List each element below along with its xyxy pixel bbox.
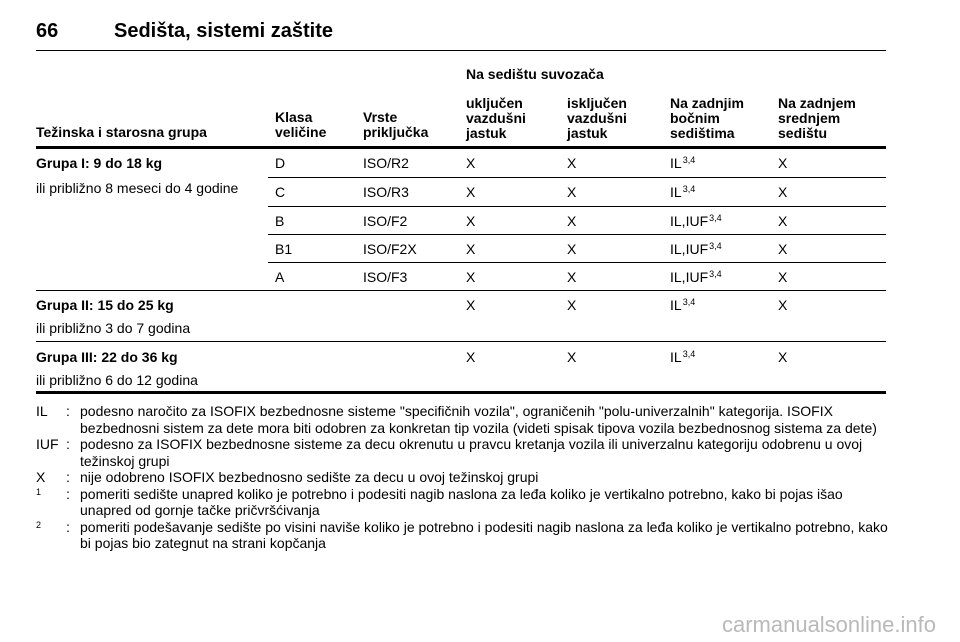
row-rule bbox=[268, 234, 886, 235]
col-airbag-off-line: isključen bbox=[567, 95, 627, 111]
cell-size-class: B bbox=[275, 213, 285, 229]
cell-size-class: A bbox=[275, 269, 285, 285]
cell-rear-center: X bbox=[778, 269, 788, 285]
legend-sep: : bbox=[66, 518, 70, 535]
col-fixture-type-line: priključka bbox=[363, 124, 429, 140]
col-airbag-on-line: jastuk bbox=[466, 125, 507, 141]
watermark: carmanualsonline.info bbox=[721, 612, 936, 637]
cell-size-class: D bbox=[275, 155, 286, 171]
cell-rear-outboard-value: IL bbox=[670, 155, 682, 171]
cell-fixture-type: ISO/R2 bbox=[363, 155, 409, 171]
col-rear-center-line: sedištu bbox=[778, 125, 828, 141]
col-airbag-on bbox=[466, 96, 526, 141]
page-header bbox=[36, 20, 886, 43]
cell-airbag-off: X bbox=[567, 297, 577, 313]
footnote-ref: 3,4 bbox=[682, 297, 696, 307]
footnote-ref: 3,4 bbox=[682, 349, 696, 359]
cell-fixture-type: ISO/F2X bbox=[363, 241, 417, 257]
legend-item bbox=[36, 436, 896, 469]
legend bbox=[36, 403, 896, 552]
legend-text: pomeriti sedište unapred koliko je potrebno i podesiti nagib naslona za leđa koliko je vertikalno potrebno, kako bi pojas išao unapred od gornje tačke pričvršćivanja bbox=[80, 485, 843, 518]
group-rule bbox=[36, 341, 886, 342]
col-airbag-on-line: uključen bbox=[466, 95, 523, 111]
cell-airbag-off: X bbox=[567, 184, 577, 200]
footnote-ref: 3,4 bbox=[682, 184, 696, 194]
cell-rear-outboard-value: IL bbox=[670, 349, 682, 365]
table-header-rule bbox=[36, 146, 886, 149]
cell-airbag-off: X bbox=[567, 213, 577, 229]
cell-rear-center: X bbox=[778, 184, 788, 200]
cell-rear-outboard bbox=[670, 269, 722, 285]
cell-airbag-on: X bbox=[466, 155, 476, 171]
cell-rear-center: X bbox=[778, 155, 788, 171]
cell-airbag-on: X bbox=[466, 241, 476, 257]
legend-item bbox=[36, 403, 896, 436]
legend-text: podesno za ISOFIX bezbednosne sisteme za decu okrenutu u pravcu kretanja vozila ili univerzalnu kategoriju odobrenu u ovoj težinskoj grupi bbox=[80, 436, 863, 469]
cell-rear-outboard-value: IL bbox=[670, 184, 682, 200]
group-rule bbox=[36, 290, 886, 291]
cell-rear-outboard-value: IL,IUF bbox=[670, 269, 709, 285]
col-airbag-on-line: vazdušni bbox=[466, 110, 526, 126]
col-fixture-type bbox=[363, 110, 428, 140]
col-airbag-off-line: jastuk bbox=[567, 125, 608, 141]
legend-item bbox=[36, 469, 896, 486]
cell-rear-outboard bbox=[670, 241, 722, 257]
legend-key: 1 bbox=[36, 486, 42, 497]
cell-airbag-on: X bbox=[466, 269, 476, 285]
cell-airbag-off: X bbox=[567, 155, 577, 171]
legend-sep: : bbox=[66, 436, 70, 452]
col-airbag-off-line: vazdušni bbox=[567, 110, 627, 126]
col-rear-center bbox=[778, 96, 856, 141]
legend-sep: : bbox=[66, 485, 70, 502]
cell-size-class: B1 bbox=[275, 241, 293, 257]
passenger-seat-heading: Na sedištu suvozača bbox=[466, 66, 604, 82]
cell-rear-outboard-value: IL bbox=[670, 297, 682, 313]
cell-rear-outboard bbox=[670, 184, 695, 200]
cell-rear-center: X bbox=[778, 349, 788, 365]
legend-text: podesno naročito za ISOFIX bezbednosne sisteme "specifičnih vozila", ograničenih "polu-univerzalnih" kategorija. ISOFIX bezbednosni sistem za dete mora biti odobren za konkretan tip vozila (videti spisak tipova vozila bezbednosnog sistema za dete) bbox=[80, 403, 877, 436]
col-fixture-type-line: Vrste bbox=[363, 109, 398, 125]
legend-key: IL bbox=[36, 403, 48, 419]
col-rear-center-line: Na zadnjem bbox=[778, 95, 856, 111]
page-title: Sedišta, sistemi zaštite bbox=[114, 20, 333, 42]
cell-airbag-off: X bbox=[567, 269, 577, 285]
cell-rear-center: X bbox=[778, 213, 788, 229]
footnote-ref: 3,4 bbox=[709, 213, 722, 223]
col-size-class-line: Klasa bbox=[275, 109, 313, 125]
footnote-ref: 3,4 bbox=[709, 241, 722, 251]
cell-airbag-on: X bbox=[466, 349, 476, 365]
group-2-name: Grupa II: 15 do 25 kg bbox=[36, 297, 174, 313]
page-number: 66 bbox=[36, 20, 59, 42]
cell-rear-outboard bbox=[670, 213, 722, 229]
cell-rear-center: X bbox=[778, 297, 788, 313]
group-1-desc: ili približno 8 meseci do 4 godine bbox=[36, 180, 239, 196]
col-airbag-off bbox=[567, 96, 627, 141]
cell-airbag-off: X bbox=[567, 241, 577, 257]
cell-rear-outboard-value: IL,IUF bbox=[670, 213, 709, 229]
group-3-desc: ili približno 6 do 12 godina bbox=[36, 372, 198, 388]
row-rule bbox=[268, 262, 886, 263]
cell-fixture-type: ISO/F3 bbox=[363, 269, 408, 285]
col-rear-outboard bbox=[670, 96, 744, 141]
cell-rear-center: X bbox=[778, 241, 788, 257]
legend-text: nije odobreno ISOFIX bezbednosno sedište za decu u ovoj težinskoj grupi bbox=[80, 469, 539, 485]
table-bottom-rule bbox=[36, 391, 886, 394]
legend-item bbox=[36, 519, 896, 552]
legend-key: X bbox=[36, 469, 46, 485]
row-rule bbox=[268, 177, 886, 178]
footnote-ref: 3,4 bbox=[709, 269, 722, 279]
col-weight-group: Težinska i starosna grupa bbox=[36, 124, 207, 140]
col-rear-center-line: srednjem bbox=[778, 110, 841, 126]
legend-sep: : bbox=[66, 469, 70, 485]
cell-rear-outboard bbox=[670, 349, 695, 365]
row-rule bbox=[268, 206, 886, 207]
cell-airbag-on: X bbox=[466, 297, 476, 313]
legend-item bbox=[36, 486, 896, 519]
cell-size-class: C bbox=[275, 184, 286, 200]
col-size-class bbox=[275, 110, 326, 140]
header-rule bbox=[36, 50, 886, 51]
col-rear-outboard-line: Na zadnjim bbox=[670, 95, 744, 111]
col-size-class-line: veličine bbox=[275, 124, 327, 140]
group-1-name: Grupa I: 9 do 18 kg bbox=[36, 155, 163, 171]
cell-airbag-on: X bbox=[466, 213, 476, 229]
cell-fixture-type: ISO/R3 bbox=[363, 184, 409, 200]
cell-rear-outboard bbox=[670, 297, 695, 313]
group-2-desc: ili približno 3 do 7 godina bbox=[36, 320, 191, 336]
legend-key: 2 bbox=[36, 519, 42, 530]
legend-key: IUF bbox=[36, 436, 59, 452]
legend-sep: : bbox=[66, 403, 70, 419]
cell-airbag-on: X bbox=[466, 184, 476, 200]
group-3-name: Grupa III: 22 do 36 kg bbox=[36, 349, 178, 365]
legend-text: pomeriti podešavanje sedište po visini naviše koliko je potrebno i podesiti nagib naslona za leđa koliko je vertikalno potrebno, kako bi pojas bio zategnut na strani kopčanja bbox=[80, 518, 888, 551]
cell-rear-outboard bbox=[670, 155, 695, 171]
footnote-ref: 3,4 bbox=[682, 155, 696, 165]
cell-rear-outboard-value: IL,IUF bbox=[670, 241, 709, 257]
col-rear-outboard-line: bočnim bbox=[670, 110, 720, 126]
cell-fixture-type: ISO/F2 bbox=[363, 213, 408, 229]
cell-airbag-off: X bbox=[567, 349, 577, 365]
col-rear-outboard-line: sedištima bbox=[670, 125, 735, 141]
